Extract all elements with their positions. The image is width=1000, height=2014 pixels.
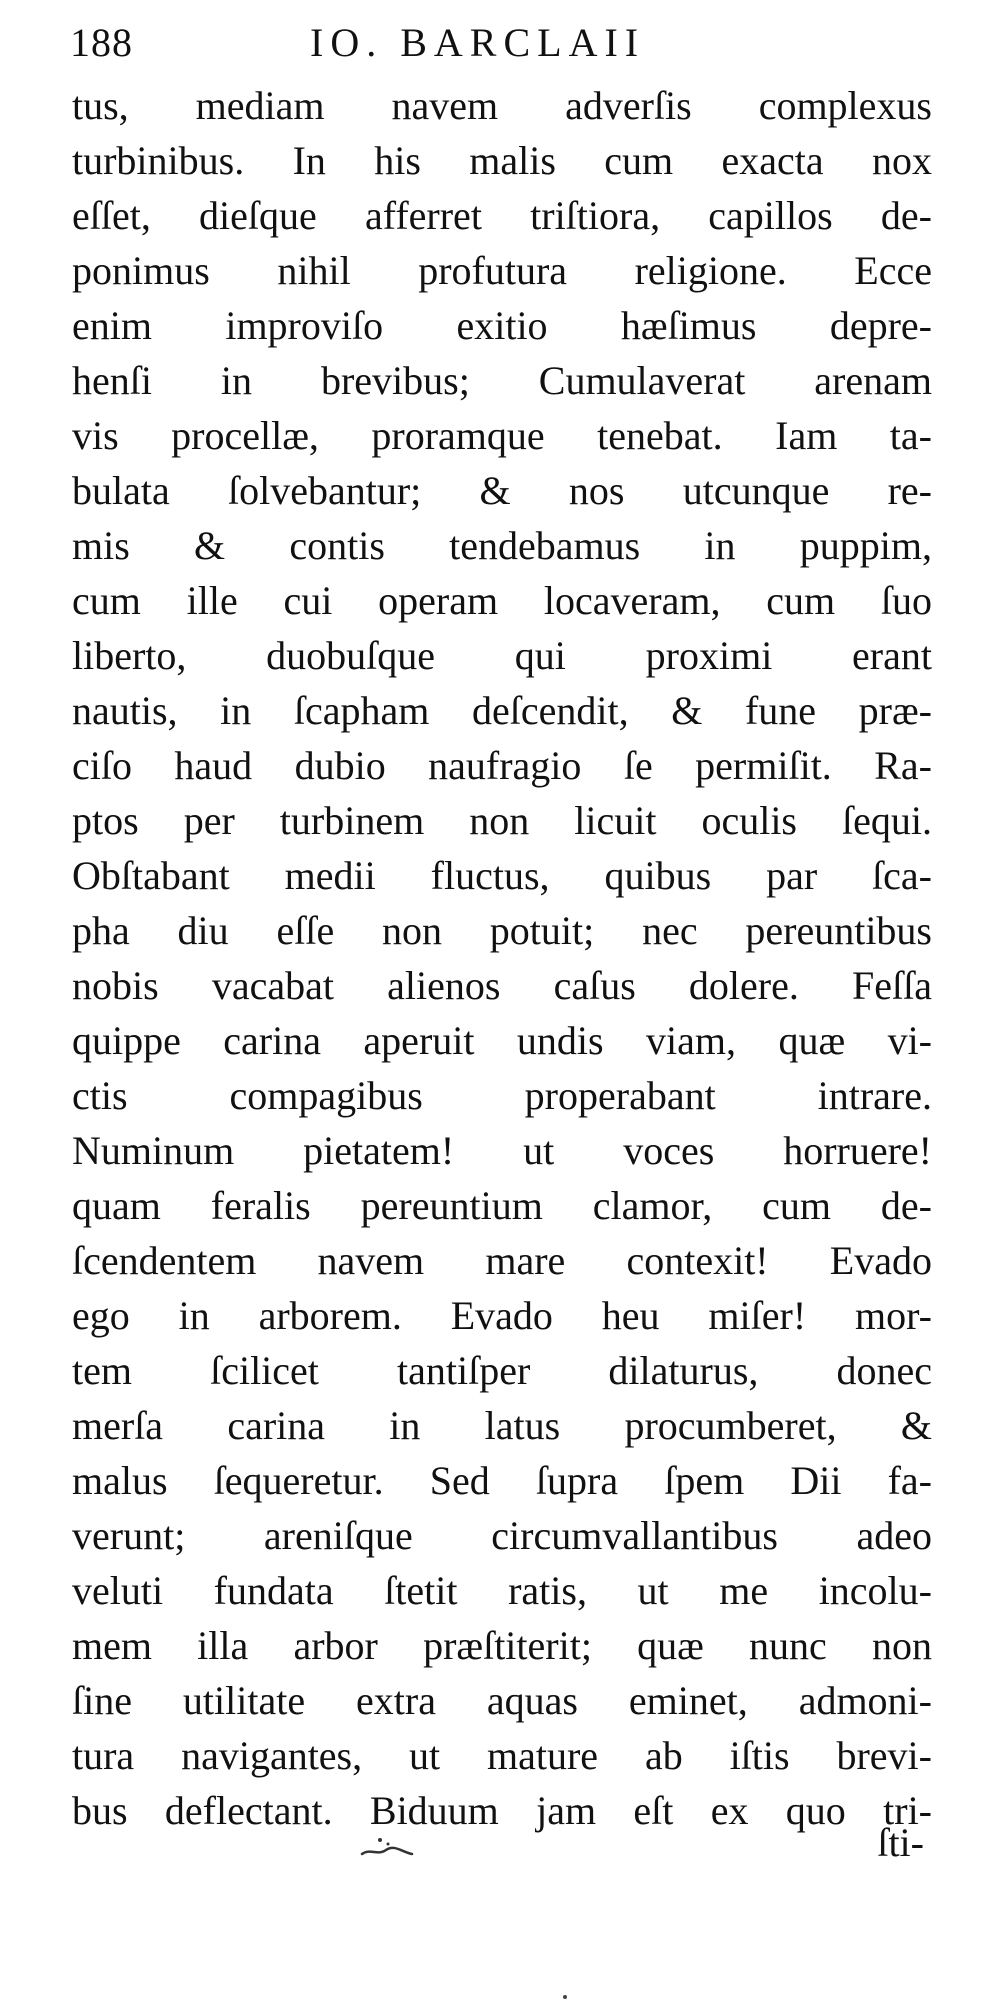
text-line: tem ſcilicet tantiſper dilaturus, donec	[72, 1348, 932, 1393]
text-line: eſſet, dieſque afferret triſtiora, capillos de-	[72, 193, 932, 238]
text-line: nautis, in ſcapham deſcendit, & fune præ-	[72, 688, 932, 733]
text-line: veluti fundata ſtetit ratis, ut me incolu-	[72, 1568, 932, 1613]
text-line: ego in arborem. Evado heu miſer! mor-	[72, 1293, 932, 1338]
ink-smudge	[358, 1834, 418, 1860]
text-line: quippe carina aperuit undis viam, quæ vi-	[72, 1018, 932, 1063]
text-line: ptos per turbinem non licuit oculis ſequi.	[72, 798, 932, 843]
text-line: mem illa arbor præſtiterit; quæ nunc non	[72, 1623, 932, 1668]
text-line: merſa carina in latus procumberet, &	[72, 1403, 932, 1448]
text-line: ſcendentem navem mare contexit! Evado	[72, 1238, 932, 1283]
text-line: liberto, duobuſque qui proximi erant	[72, 633, 932, 678]
text-line: bus deflectant. Biduum jam eſt ex quo tri-	[72, 1788, 932, 1833]
text-line: verunt; areniſque circumvallantibus adeo	[72, 1513, 932, 1558]
text-line: Numinum pietatem! ut voces horruere!	[72, 1128, 932, 1173]
text-line: ponimus nihil profutura religione. Ecce	[72, 248, 932, 293]
text-line: tus, mediam navem adverſis complexus	[72, 83, 932, 128]
text-line: henſi in brevibus; Cumulaverat arenam	[72, 358, 932, 403]
text-line: nobis vacabat alienos caſus dolere. Feſſa	[72, 963, 932, 1008]
catchword-row	[72, 1818, 932, 1868]
text-line: enim improviſo exitio hæſimus depre-	[72, 303, 932, 348]
catchword: ſti-	[877, 1820, 924, 1865]
text-line: cum ille cui operam locaveram, cum ſuo	[72, 578, 932, 623]
body-text	[72, 78, 932, 1838]
text-line: bulata ſolvebantur; & nos utcunque re-	[72, 468, 932, 513]
text-line: malus ſequeretur. Sed ſupra ſpem Dii fa-	[72, 1458, 932, 1503]
text-line: ciſo haud dubio naufragio ſe permiſit. Ra-	[72, 743, 932, 788]
ink-dot	[563, 1995, 567, 1999]
text-line: quam feralis pereuntium clamor, cum de-	[72, 1183, 932, 1228]
text-line: turbinibus. In his malis cum exacta nox	[72, 138, 932, 183]
text-line: ctis compagibus properabant intrare.	[72, 1073, 932, 1118]
text-line: Obſtabant medii fluctus, quibus par ſca-	[72, 853, 932, 898]
page-number: 188	[70, 20, 133, 65]
page-header	[70, 18, 950, 68]
text-line: ſine utilitate extra aquas eminet, admoni-	[72, 1678, 932, 1723]
running-head: IO. BARCLAII	[310, 20, 646, 65]
text-line: pha diu eſſe non potuit; nec pereuntibus	[72, 908, 932, 953]
text-line: tura navigantes, ut mature ab iſtis brevi-	[72, 1733, 932, 1778]
text-line: mis & contis tendebamus in puppim,	[72, 523, 932, 568]
text-line: vis procellæ, proramque tenebat. Iam ta-	[72, 413, 932, 458]
